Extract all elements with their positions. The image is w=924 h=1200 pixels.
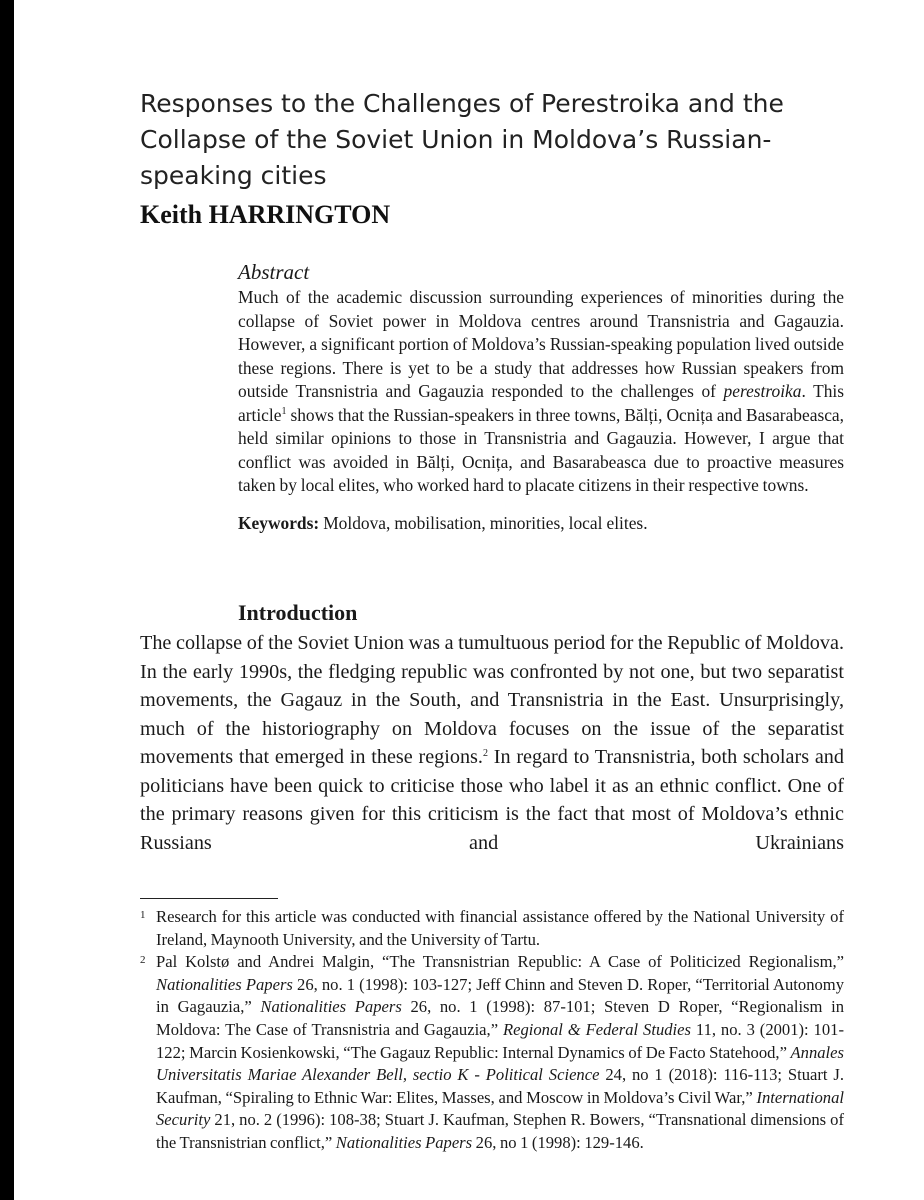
footnote-2 <box>140 951 844 1154</box>
abstract-text-part: shows that the Russian-speakers in three towns, Bălți, Ocnița and Basarabeasca, held similar opinions to those in Transnistria and Gagauzia. However, I argue that conflict was avoided in Bălți, Ocnița, and Basarabeasca due to proactive measures taken by local elites, who worked hard to placate citizens in their respective towns. <box>238 404 844 495</box>
keywords-line <box>238 512 844 536</box>
footnote-number: 2 <box>140 954 146 967</box>
footnote-ref-1[interactable]: 1 <box>281 405 287 417</box>
intro-text-part: In regard to Transnistria, both scholars and politicians have been quick to criticise those who label it as an ethnic conflict. One of the primary reasons given for this criticism is the fact that most of Moldova’s ethnic Russians and Ukrainians <box>140 746 844 854</box>
page-edge-bar <box>0 0 14 1200</box>
journal-title: Nationalities Papers <box>335 1132 473 1152</box>
footnote-text-part: 21, no. 2 (1996): 108-38; Stuart J. Kaufman, Stephen R. Bowers, “Transnational dimensions of the Transnistrian conflict,” <box>156 1110 844 1152</box>
footnote-text-part: 24, no 1 (2018): 116-113; Stuart J. Kaufman, “Spiraling to Ethnic War: Elites, Masses, and Moscow in Moldova’s Civil War,” <box>156 1065 845 1107</box>
keywords-list: Moldova, mobilisation, minorities, local elites. <box>319 512 648 533</box>
article-title: Responses to the Challenges of Perestroika and the Collapse of the Soviet Union in Moldova’s Russian-speaking cities <box>140 89 784 190</box>
footnote-divider <box>140 898 278 899</box>
footnote-text: Research for this article was conducted with financial assistance offered by the National University of Ireland, Maynooth University, and the University of Tartu. <box>156 907 844 949</box>
abstract-text-part: Much of the academic discussion surrounding experiences of minorities during the collapse of Soviet power in Moldova centres around Transnistria and Gagauzia. However, a significant portion of Moldova’s Russian-speaking population lived outside these regions. There is yet to be a study that addresses how Russian speakers from outside Transnistria and Gagauzia responded to the challenges of <box>238 287 844 401</box>
abstract-italic-term: perestroika <box>723 381 802 401</box>
abstract-text <box>238 286 844 498</box>
footnote-ref-2[interactable]: 2 <box>482 748 488 759</box>
author-name: Keith HARRINGTON <box>140 200 391 229</box>
journal-title: International Security <box>156 1087 844 1130</box>
introduction-text <box>140 629 844 857</box>
abstract-text-part: . This article <box>238 381 844 425</box>
abstract-section <box>238 258 844 535</box>
footnote-1 <box>140 906 844 951</box>
journal-title: Nationalities Papers <box>156 974 293 994</box>
footnote-text-part: 26, no 1 (1998): 129-146. <box>472 1132 644 1152</box>
footnote-text-part: 26, no. 1 (1998): 103-127; Jeff Chinn and Steven D. Roper, “Territorial Autonomy in Gagauzia,” <box>156 974 844 1017</box>
journal-title: Annales Universitatis Mariae Alexander Bell, sectio K - Political Science <box>156 1042 844 1085</box>
keywords-label: Keywords: <box>238 512 320 533</box>
footnotes-section <box>140 906 844 1155</box>
footnote-text-part: Pal Kolstø and Andrei Malgin, “The Transnistrian Republic: A Case of Politicized Regionalism,” <box>156 952 844 972</box>
footnote-text-part: 26, no. 1 (1998): 87-101; Steven D Roper, “Regionalism in Moldova: The Case of Transnistria and Gagauzia,” <box>156 997 844 1039</box>
journal-title: Regional & Federal Studies <box>502 1019 691 1039</box>
journal-title: Nationalities Papers <box>260 997 402 1017</box>
footnote-text-part: 11, no. 3 (2001): 101-122; Marcin Kosienkowski, “The Gagauz Republic: Internal Dynamics of De Facto Statehood,” <box>156 1019 844 1062</box>
footnote-number: 1 <box>140 909 146 921</box>
abstract-heading: Abstract <box>238 260 310 284</box>
introduction-heading: Introduction <box>238 600 358 625</box>
intro-text-part: The collapse of the Soviet Union was a tumultuous period for the Republic of Moldova. In the early 1990s, the fledging republic was confronted by not one, but two separatist movements, the Gagauz in the South, and Transnistria in the East. Unsurprisingly, much of the historiography on Moldova focuses on the issue of the separatist movements that emerged in these regions. <box>140 632 844 768</box>
